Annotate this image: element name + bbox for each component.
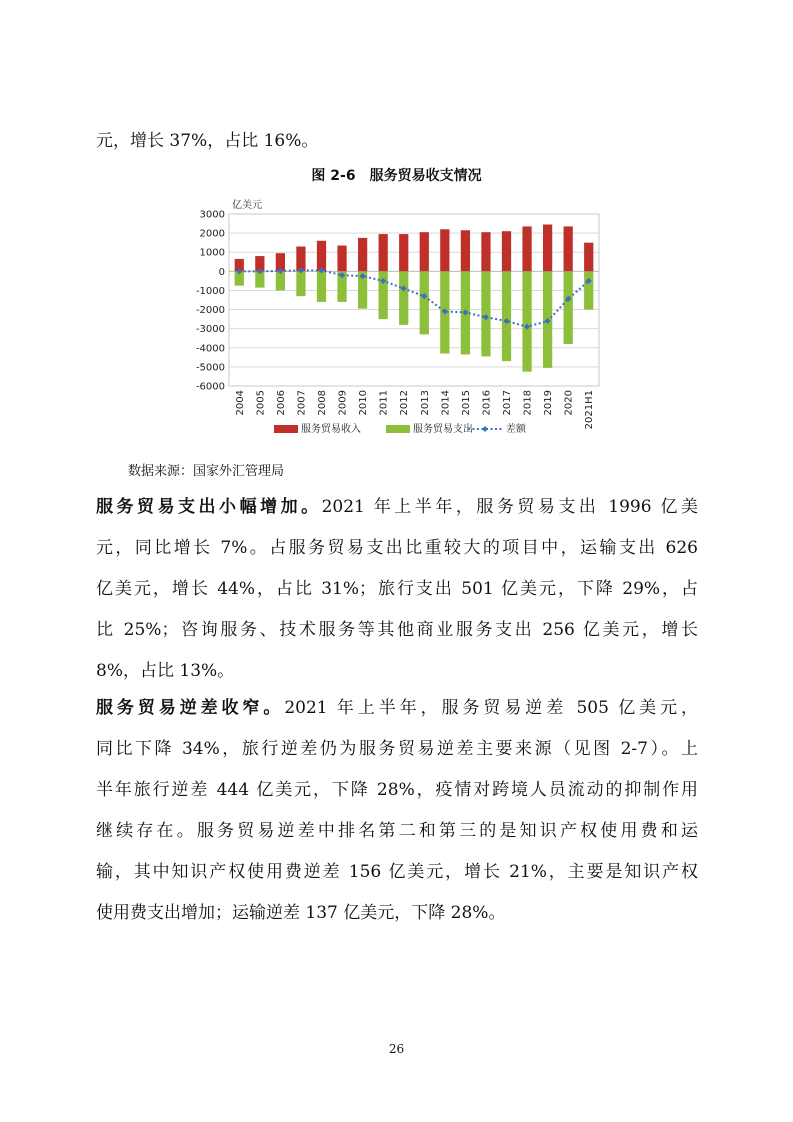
y-tick-label: -6000 xyxy=(195,381,225,393)
legend-swatch-income xyxy=(274,425,298,433)
section2-line-1 xyxy=(96,698,698,718)
x-tick-label: 2006 xyxy=(275,390,287,416)
expense-bar xyxy=(564,271,573,344)
x-tick-label: 2005 xyxy=(255,390,267,416)
income-bar xyxy=(358,238,367,271)
y-tick-label: 0 xyxy=(218,266,225,278)
balance-line xyxy=(239,270,588,326)
intro-line: 元，增长 37%，占比 16%。 xyxy=(96,131,319,151)
y-tick-label: -2000 xyxy=(195,305,225,317)
expense-bar xyxy=(481,271,490,356)
y-tick-label: 3000 xyxy=(199,209,225,221)
section2-line-6: 使用费支出增加；运输逆差 137 亿美元，下降 28%。 xyxy=(96,903,506,923)
legend-label-expense: 服务贸易支出 xyxy=(413,424,473,435)
expense-bar xyxy=(296,271,305,296)
y-tick-label: -3000 xyxy=(195,324,225,336)
section2-line-3: 半年旅行逆差 444 亿美元，下降 28%，疫情对跨境人员流动的抑制作用 xyxy=(96,780,698,800)
x-tick-label: 2010 xyxy=(358,390,370,416)
expense-bar xyxy=(420,271,429,334)
income-bar xyxy=(337,246,346,272)
x-tick-label: 2015 xyxy=(460,390,472,416)
section1-line-2: 元，同比增长 7%。占服务贸易支出比重较大的项目中，运输支出 626 xyxy=(96,538,698,558)
page-number: 26 xyxy=(388,1042,405,1056)
trade-chart xyxy=(186,192,606,442)
x-tick-label: 2004 xyxy=(234,390,246,416)
legend-label-income: 服务贸易收入 xyxy=(301,424,361,435)
income-bar xyxy=(502,231,511,271)
income-bar xyxy=(481,232,490,271)
x-tick-label: 2019 xyxy=(543,390,555,416)
section2-heading: 服务贸易逆差收窄。 xyxy=(96,698,285,718)
expense-bar xyxy=(276,271,285,290)
income-bar xyxy=(522,226,531,271)
x-tick-label: 2008 xyxy=(317,390,328,416)
expense-bar xyxy=(399,271,408,325)
income-bar xyxy=(440,229,449,271)
x-tick-label: 2012 xyxy=(399,390,411,416)
section1-heading: 服务贸易支出小幅增加。 xyxy=(96,497,322,517)
section1-line-1 xyxy=(96,497,698,517)
section1-line-1-text: 2021 年上半年，服务贸易支出 1996 亿美 xyxy=(321,497,698,517)
figure-source: 数据来源：国家外汇管理局 xyxy=(128,464,285,479)
section2-line-4: 继续存在。服务贸易逆差中排名第二和第三的是知识产权使用费和运 xyxy=(96,821,698,841)
x-tick-label: 2011 xyxy=(378,390,390,416)
x-tick-label: 2009 xyxy=(337,390,349,416)
income-bar xyxy=(399,234,408,271)
y-axis-unit-label: 亿美元 xyxy=(232,200,262,211)
section2-line-5: 输，其中知识产权使用费逆差 156 亿美元，增长 21%，主要是知识产权 xyxy=(96,862,698,882)
expense-bar xyxy=(522,271,531,371)
y-tick-label: -5000 xyxy=(195,362,225,374)
x-tick-label: 2021H1 xyxy=(584,390,596,430)
section1-line-4: 比 25%；咨询服务、技术服务等其他商业服务支出 256 亿美元，增长 xyxy=(96,620,698,640)
legend-swatch-expense xyxy=(386,425,410,433)
x-tick-label: 2017 xyxy=(502,390,513,416)
income-bar xyxy=(317,241,326,272)
x-tick-label: 2020 xyxy=(563,390,575,416)
income-bar xyxy=(564,226,573,271)
legend-marker-balance xyxy=(482,426,488,432)
income-bar xyxy=(543,225,552,272)
y-tick-label: 2000 xyxy=(199,228,225,240)
expense-bar xyxy=(317,271,326,302)
legend-label-balance: 差额 xyxy=(506,424,526,435)
x-tick-label: 2007 xyxy=(296,390,308,416)
income-bar xyxy=(584,243,593,272)
section2-line-1-text: 2021 年上半年，服务贸易逆差 505 亿美元， xyxy=(284,698,698,718)
x-tick-label: 2016 xyxy=(481,390,493,416)
income-bar xyxy=(420,232,429,271)
y-tick-label: -1000 xyxy=(195,285,225,297)
expense-bar xyxy=(502,271,511,361)
section1-line-3: 亿美元，增长 44%，占比 31%；旅行支出 501 亿美元，下降 29%，占 xyxy=(96,579,698,599)
section2-line-2: 同比下降 34%，旅行逆差仍为服务贸易逆差主要来源（见图 2-7）。上 xyxy=(96,739,698,759)
x-tick-label: 2014 xyxy=(440,390,452,416)
section1-line-5: 8%，占比 13%。 xyxy=(96,661,235,681)
figure-caption: 图 2-6 服务贸易收支情况 xyxy=(311,168,482,184)
y-tick-label: 1000 xyxy=(199,247,225,259)
y-tick-label: -4000 xyxy=(195,343,225,355)
expense-bar xyxy=(584,271,593,309)
income-bar xyxy=(461,230,470,271)
x-tick-label: 2013 xyxy=(419,390,431,416)
x-tick-label: 2018 xyxy=(522,390,534,416)
income-bar xyxy=(379,234,388,271)
